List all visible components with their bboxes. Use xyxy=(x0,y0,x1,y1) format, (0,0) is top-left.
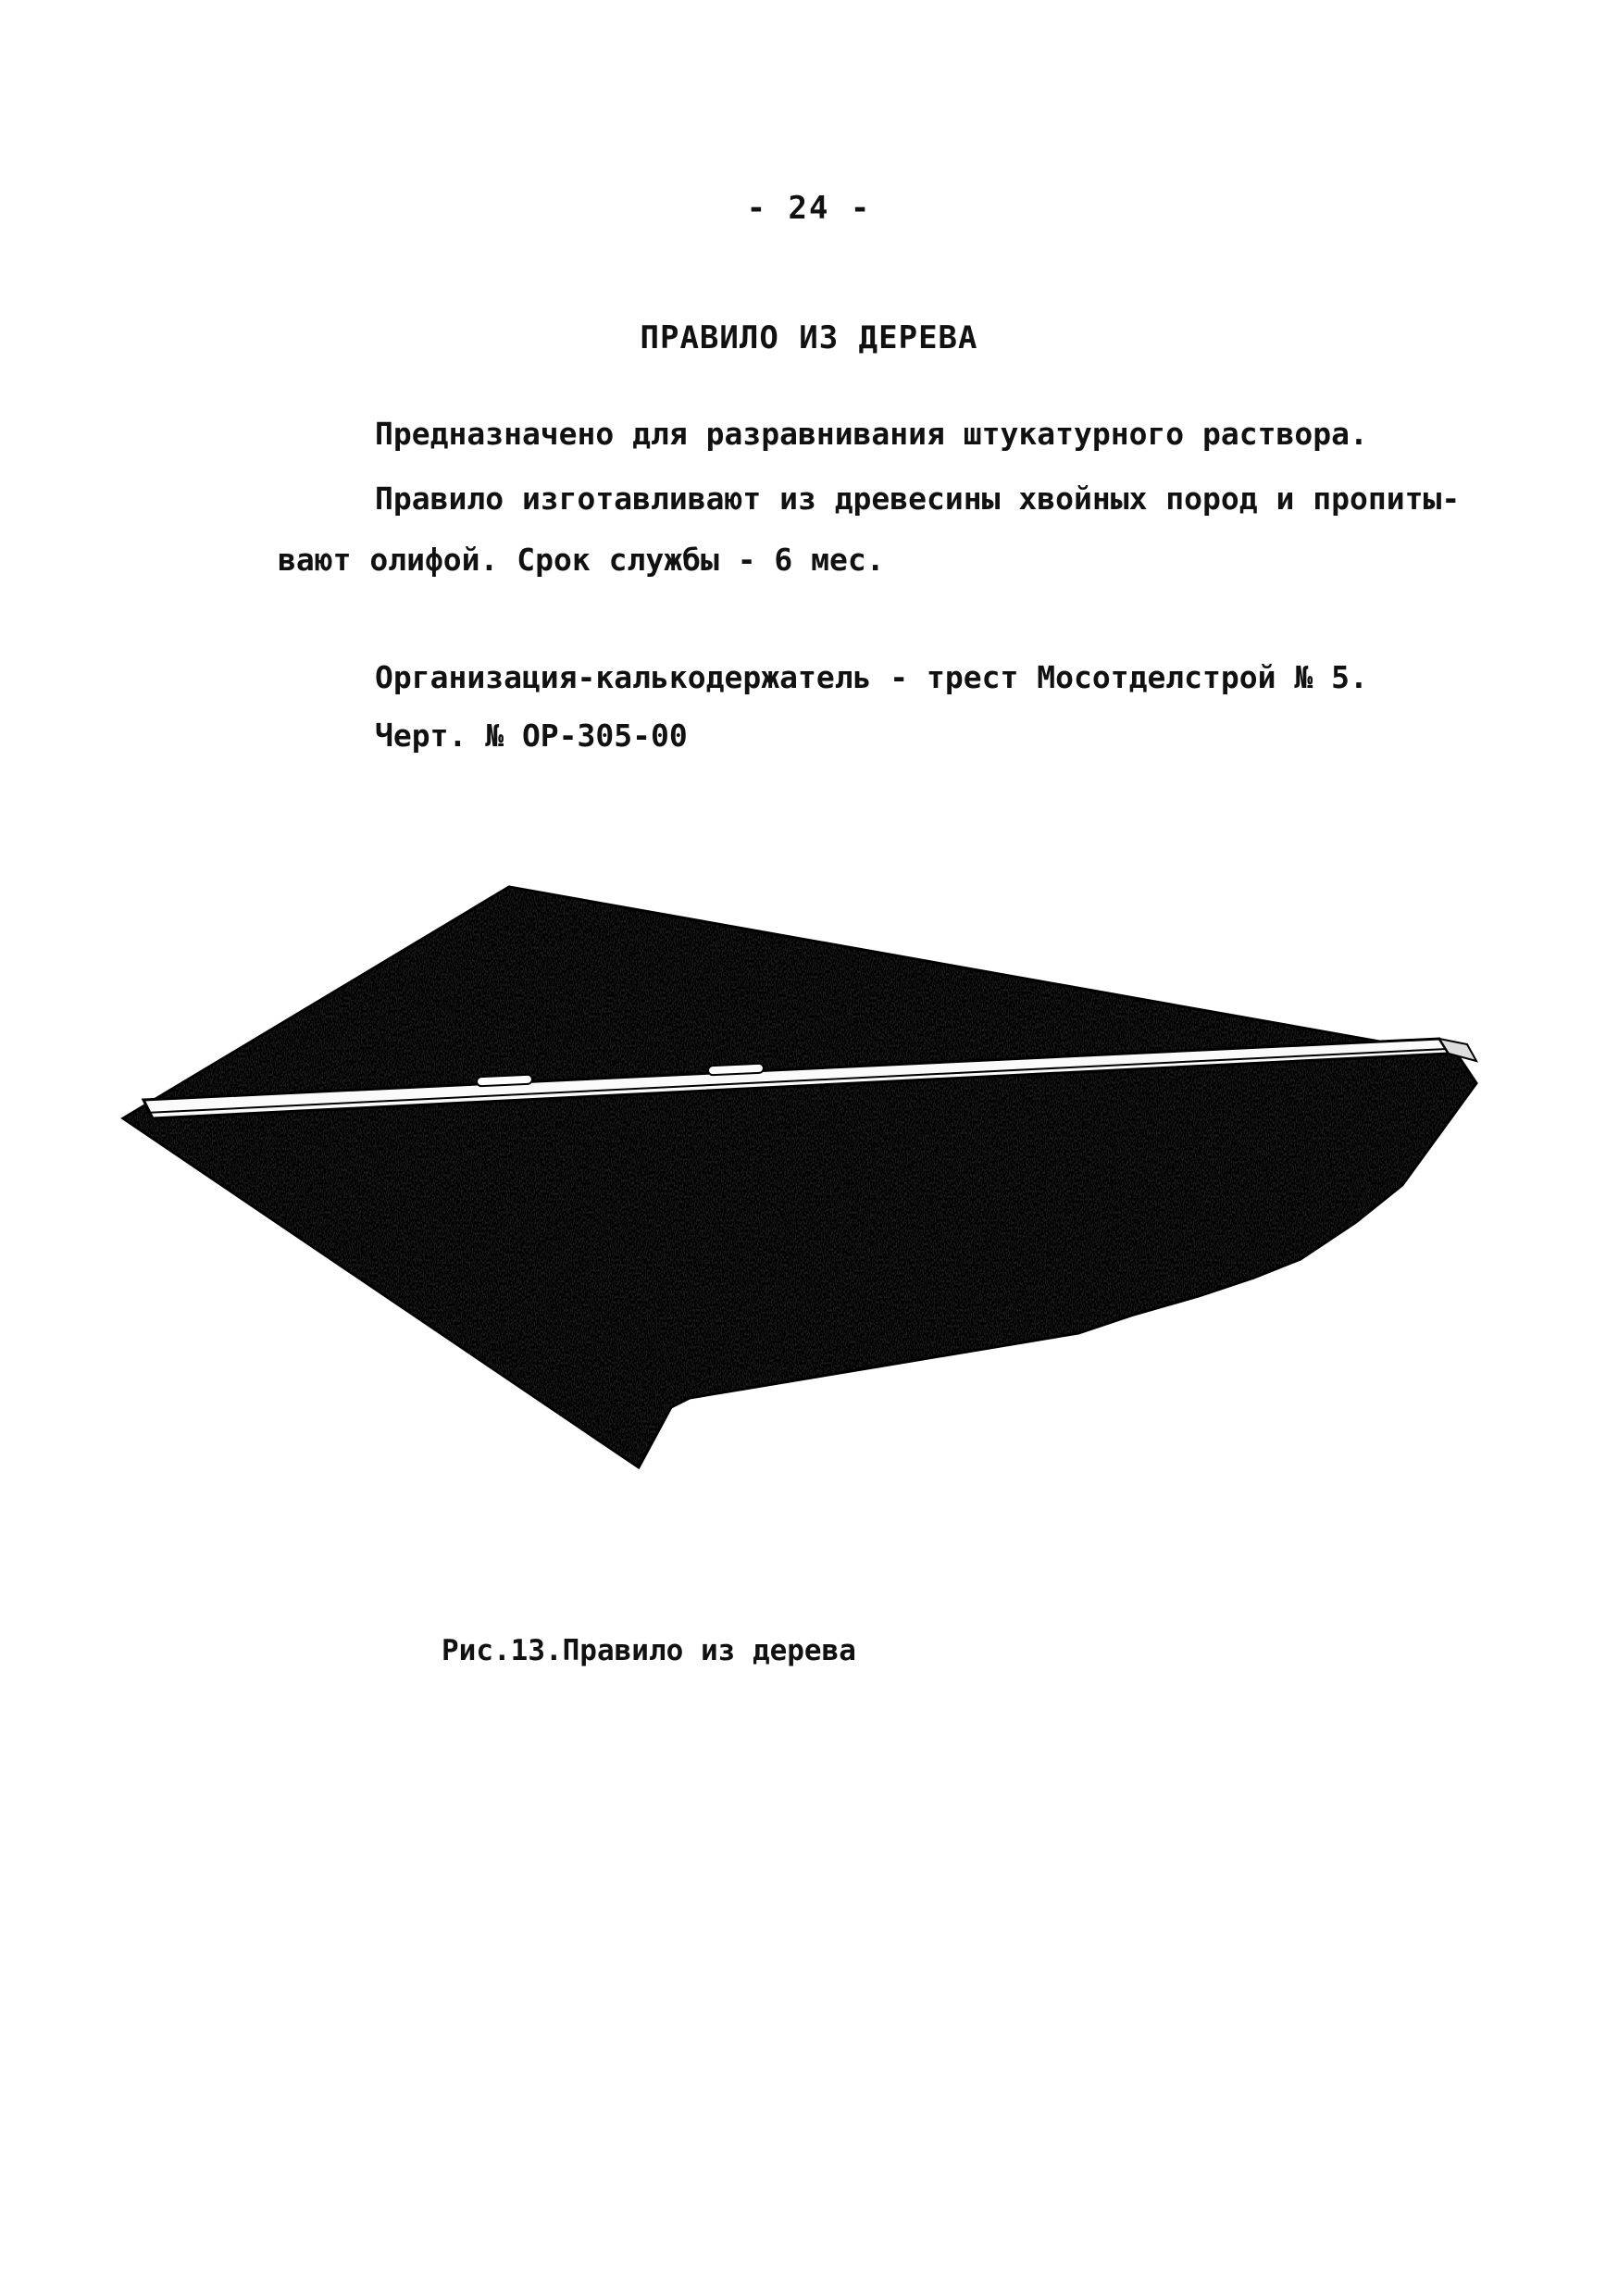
drawing-number: Черт. № ОР-305-00 xyxy=(375,718,688,754)
page-title: ПРАВИЛО ИЗ ДЕРЕВА xyxy=(640,319,978,356)
manufacture-text-line2: вают олифой. Срок службы - 6 мес. xyxy=(278,542,885,578)
wooden-rule-illustration xyxy=(116,870,1486,1518)
purpose-text: Предназначено для разравнивания штукатурного раствора. xyxy=(375,416,1368,452)
organization-text: Организация-калькодержатель - трест Мосотделстрой № 5. xyxy=(375,659,1368,695)
page-number: - 24 - xyxy=(746,190,872,227)
figure-caption: Рис.13.Правило из дерева xyxy=(442,1634,856,1667)
manufacture-text-line1: Правило изготавливают из древесины хвойных пород и пропиты- xyxy=(375,480,1461,517)
